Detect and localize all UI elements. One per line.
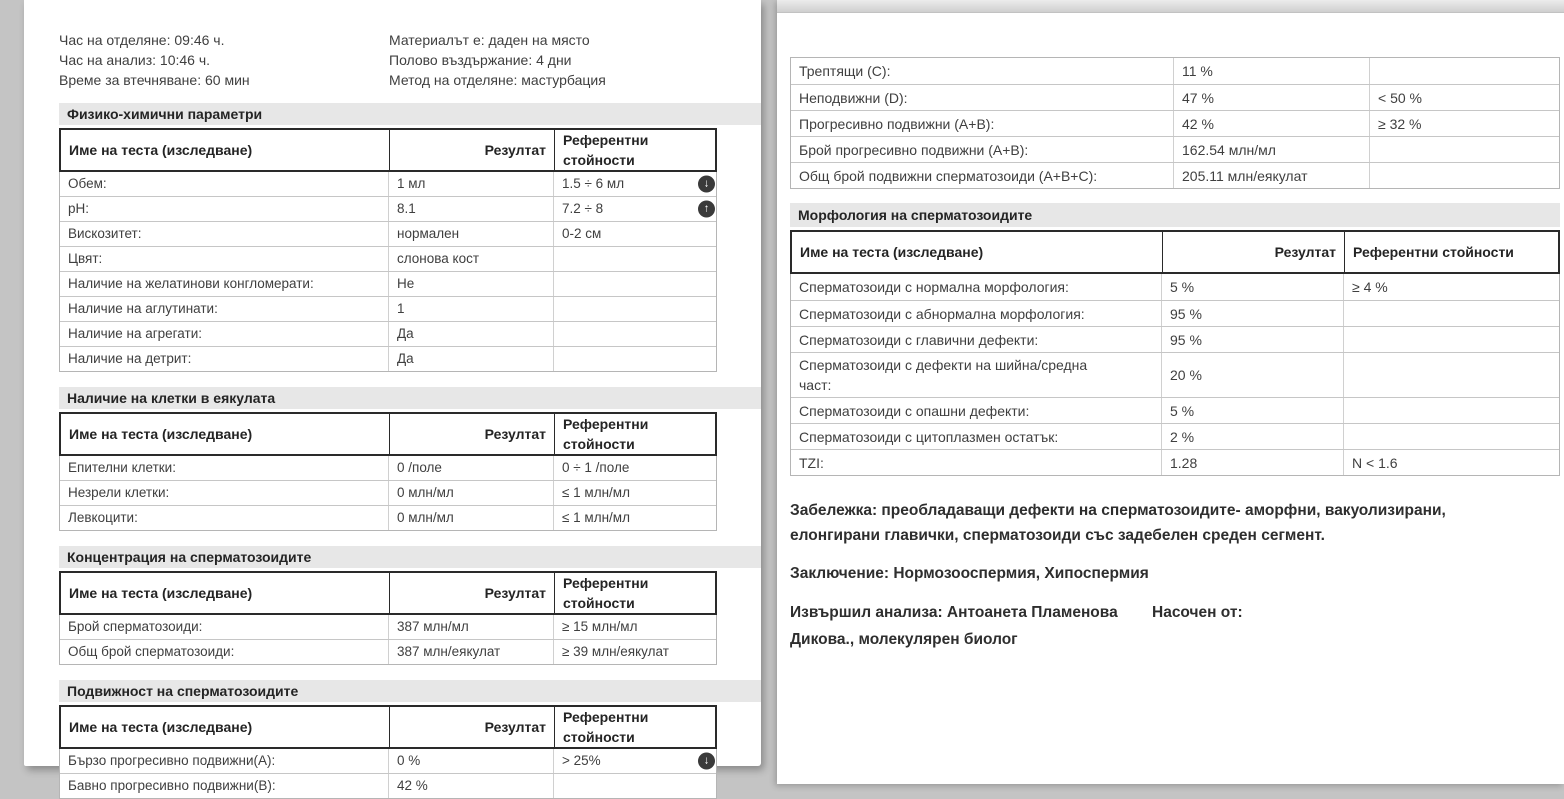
reference-cell bbox=[1343, 398, 1561, 423]
reference-cell: ≤ 1 млн/мл bbox=[553, 506, 718, 530]
page-scan-edge bbox=[777, 0, 1564, 13]
table-row bbox=[791, 423, 1559, 449]
arrow-up-icon: ↑ bbox=[698, 201, 715, 218]
reference-cell: ≥ 39 млн/еякулат bbox=[553, 640, 718, 664]
result-cell: 387 млн/мл bbox=[388, 615, 553, 639]
test-name-cell: Левкоцити: bbox=[68, 510, 138, 525]
result-cell: 11 % bbox=[1173, 58, 1369, 84]
result-cell: 1 bbox=[388, 297, 553, 321]
result-cell: 95 % bbox=[1161, 327, 1343, 352]
test-name-cell: Наличие на желатинови конгломерати: bbox=[68, 276, 314, 291]
test-name-cell: pH: bbox=[68, 201, 90, 216]
reference-cell: 0-2 см bbox=[553, 222, 718, 246]
result-cell: 0 % bbox=[388, 749, 553, 773]
report-page-2 bbox=[777, 0, 1564, 784]
column-header-result: Резултат bbox=[389, 414, 554, 454]
test-name-cell: Брой сперматозоиди: bbox=[68, 619, 203, 634]
reference-cell: 7.2 ÷ 8 ↑ bbox=[553, 197, 718, 221]
performed-by-text: Извършил анализа: Антоанета Пламенова Дикова., молекулярен биолог bbox=[790, 604, 1118, 648]
test-name-cell: Сперматозоиди с цитоплазмен остатък: bbox=[799, 428, 1059, 445]
result-cell: 47 % bbox=[1173, 85, 1369, 110]
table-header-row bbox=[59, 128, 717, 172]
reference-cell bbox=[553, 347, 718, 371]
table-row bbox=[60, 456, 716, 480]
test-name-cell: Наличие на детрит: bbox=[68, 351, 192, 366]
table-body bbox=[59, 172, 717, 372]
reference-cell: N < 1.6 bbox=[1343, 450, 1561, 475]
results-table bbox=[59, 705, 717, 799]
column-header-reference: Референтни стойности bbox=[554, 130, 719, 170]
report-notes bbox=[790, 498, 1535, 653]
test-name-cell: Незрели клетки: bbox=[68, 485, 170, 500]
reference-cell bbox=[553, 297, 718, 321]
table-body bbox=[59, 456, 717, 531]
test-name-cell: Трептящи (С): bbox=[799, 63, 891, 79]
column-header-result: Резултат bbox=[1162, 232, 1344, 272]
table-row bbox=[60, 480, 716, 505]
table-header-row bbox=[790, 230, 1560, 274]
table-row bbox=[791, 449, 1559, 475]
right-page-sections bbox=[790, 203, 1560, 476]
conclusion-text: Заключение: Нормозооспермия, Хипоспермия bbox=[790, 565, 1149, 582]
sample-header-left-column bbox=[59, 33, 717, 87]
table-row bbox=[60, 615, 716, 639]
reference-cell bbox=[1343, 327, 1561, 352]
results-table bbox=[790, 57, 1560, 189]
column-header-result: Резултат bbox=[389, 707, 554, 747]
result-cell: 0 /поле bbox=[388, 456, 553, 480]
result-cell: нормален bbox=[388, 222, 553, 246]
reference-cell bbox=[553, 774, 718, 798]
remark-text: Забележка: преобладаващи дефекти на сперматозоидите- аморфни, вакуолизирани, елонгирани главички, сперматозоиди със задебелен среден сегмент. bbox=[790, 502, 1446, 544]
column-header-test-name: Име на теста (изследване) bbox=[69, 585, 253, 601]
result-cell: Да bbox=[388, 322, 553, 346]
left-page-sections bbox=[59, 103, 761, 799]
table-header-row bbox=[59, 705, 717, 749]
table-row bbox=[791, 397, 1559, 423]
result-cell: 5 % bbox=[1161, 274, 1343, 300]
test-name-cell: Епителни клетки: bbox=[68, 460, 176, 475]
test-name-cell: Сперматозоиди с дефекти на шийна/средна част: bbox=[799, 357, 1088, 393]
reference-cell: 1.5 ÷ 6 мл ↓ bbox=[553, 172, 718, 196]
result-cell: 0 млн/мл bbox=[388, 481, 553, 505]
table-row bbox=[791, 110, 1559, 136]
table-body bbox=[59, 615, 717, 665]
collection-time: Час на отделяне: 09:46 ч. bbox=[59, 32, 225, 48]
table-row bbox=[60, 639, 716, 664]
column-header-reference: Референтни стойности bbox=[554, 573, 719, 613]
table-body bbox=[790, 274, 1560, 476]
reference-cell bbox=[1343, 301, 1561, 326]
report-page-1 bbox=[24, 0, 761, 793]
referred-by-label: Насочен от: bbox=[1152, 604, 1243, 621]
right-page-content bbox=[777, 13, 1564, 653]
result-cell: Не bbox=[388, 272, 553, 296]
table-header-row bbox=[59, 412, 717, 456]
table-header-row bbox=[59, 571, 717, 615]
reference-cell bbox=[1369, 58, 1561, 84]
reference-cell: ≥ 15 млн/мл bbox=[553, 615, 718, 639]
test-name-cell: Наличие на агрегати: bbox=[68, 326, 202, 341]
table-row bbox=[791, 352, 1559, 397]
result-cell: 8.1 bbox=[388, 197, 553, 221]
arrow-down-icon: ↓ bbox=[698, 176, 715, 193]
column-header-test-name: Име на теста (изследване) bbox=[69, 142, 253, 158]
column-header-result: Резултат bbox=[389, 573, 554, 613]
collection-method: Метод на отделяне: мастурбация bbox=[389, 72, 606, 88]
results-table bbox=[59, 128, 717, 372]
sample-header-right-column bbox=[389, 33, 606, 87]
result-cell: 387 млн/еякулат bbox=[388, 640, 553, 664]
result-cell: Да bbox=[388, 347, 553, 371]
column-header-test-name: Име на теста (изследване) bbox=[800, 244, 984, 260]
motility-continuation-table bbox=[790, 57, 1560, 189]
table-row bbox=[60, 271, 716, 296]
table-row bbox=[60, 773, 716, 798]
column-header-test-name: Име на теста (изследване) bbox=[69, 426, 253, 442]
reference-cell bbox=[1369, 163, 1561, 188]
reference-cell bbox=[1369, 137, 1561, 162]
result-cell: слонова кост bbox=[388, 247, 553, 271]
test-name-cell: Цвят: bbox=[68, 251, 103, 266]
table-row bbox=[791, 326, 1559, 352]
test-name-cell: Вискозитет: bbox=[68, 226, 142, 241]
column-header-result: Резултат bbox=[389, 130, 554, 170]
table-row bbox=[60, 321, 716, 346]
reference-cell: ≤ 1 млн/мл bbox=[553, 481, 718, 505]
column-header-test-name: Име на теста (изследване) bbox=[69, 719, 253, 735]
result-cell: 205.11 млн/еякулат bbox=[1173, 163, 1369, 188]
column-header-reference: Референтни стойности bbox=[554, 707, 719, 747]
test-name-cell: TZI: bbox=[799, 454, 824, 471]
section-title-bar: Концентрация на сперматозоидите bbox=[59, 546, 761, 568]
test-name-cell: Бързо прогресивно подвижни(А): bbox=[68, 753, 276, 768]
material-source: Материалът е: даден на място bbox=[389, 32, 590, 48]
abstinence-period: Полово въздържание: 4 дни bbox=[389, 52, 572, 68]
result-cell: 1 мл bbox=[388, 172, 553, 196]
table-row bbox=[791, 274, 1559, 300]
table-body bbox=[790, 57, 1560, 189]
test-name-cell: Сперматозоиди с абнормална морфология: bbox=[799, 305, 1085, 322]
section-title-bar: Физико-химични параметри bbox=[59, 103, 761, 125]
result-cell: 0 млн/мл bbox=[388, 506, 553, 530]
test-name-cell: Наличие на аглутинати: bbox=[68, 301, 218, 316]
reference-cell bbox=[553, 272, 718, 296]
reference-cell bbox=[553, 247, 718, 271]
column-header-reference: Референтни стойности bbox=[1344, 232, 1562, 272]
table-row bbox=[791, 58, 1559, 84]
results-table bbox=[59, 571, 717, 665]
table-row bbox=[60, 296, 716, 321]
results-table bbox=[790, 230, 1560, 476]
sample-header-info bbox=[59, 33, 717, 87]
result-cell: 42 % bbox=[1173, 111, 1369, 136]
table-body bbox=[59, 749, 717, 799]
column-header-reference: Референтни стойности bbox=[554, 414, 719, 454]
liquefaction-time: Време за втечняване: 60 мин bbox=[59, 72, 250, 88]
results-table bbox=[59, 412, 717, 531]
table-row bbox=[791, 84, 1559, 110]
reference-cell bbox=[1343, 353, 1561, 397]
result-cell: 42 % bbox=[388, 774, 553, 798]
reference-cell bbox=[1343, 424, 1561, 449]
result-cell: 2 % bbox=[1161, 424, 1343, 449]
reference-cell: ≥ 4 % bbox=[1343, 274, 1561, 300]
table-row bbox=[60, 196, 716, 221]
analysis-time: Час на анализ: 10:46 ч. bbox=[59, 52, 211, 68]
result-cell: 95 % bbox=[1161, 301, 1343, 326]
result-cell: 1.28 bbox=[1161, 450, 1343, 475]
reference-cell: > 25% ↓ bbox=[553, 749, 718, 773]
section-title-bar: Морфология на сперматозоидите bbox=[790, 203, 1560, 227]
signature-row bbox=[790, 599, 1535, 653]
test-name-cell: Сперматозоиди с опашни дефекти: bbox=[799, 402, 1030, 419]
arrow-down-icon: ↓ bbox=[698, 753, 715, 770]
table-row bbox=[60, 505, 716, 530]
result-cell: 5 % bbox=[1161, 398, 1343, 423]
table-row bbox=[791, 300, 1559, 326]
result-cell: 162.54 млн/мл bbox=[1173, 137, 1369, 162]
test-name-cell: Брой прогресивно подвижни (А+В): bbox=[799, 141, 1029, 158]
test-name-cell: Обем: bbox=[68, 176, 107, 191]
reference-cell: 0 ÷ 1 /поле bbox=[553, 456, 718, 480]
test-name-cell: Бавно прогресивно подвижни(В): bbox=[68, 778, 276, 793]
test-name-cell: Общ брой подвижни сперматозоиди (А+В+С): bbox=[799, 167, 1098, 184]
table-row bbox=[60, 346, 716, 371]
table-row bbox=[791, 162, 1559, 188]
table-row bbox=[60, 221, 716, 246]
reference-cell: ≥ 32 % bbox=[1369, 111, 1561, 136]
test-name-cell: Неподвижни (D): bbox=[799, 89, 908, 106]
section-title-bar: Наличие на клетки в еякулата bbox=[59, 387, 761, 409]
table-row bbox=[60, 172, 716, 196]
test-name-cell: Общ брой сперматозоиди: bbox=[68, 644, 235, 659]
reference-cell: < 50 % bbox=[1369, 85, 1561, 110]
section-title-bar: Подвижност на сперматозоидите bbox=[59, 680, 761, 702]
table-row bbox=[60, 246, 716, 271]
test-name-cell: Прогресивно подвижни (А+В): bbox=[799, 115, 995, 132]
test-name-cell: Сперматозоиди с нормална морфология: bbox=[799, 279, 1069, 295]
table-row bbox=[60, 749, 716, 773]
reference-cell bbox=[553, 322, 718, 346]
test-name-cell: Сперматозоиди с главични дефекти: bbox=[799, 331, 1039, 348]
table-row bbox=[791, 136, 1559, 162]
result-cell: 20 % bbox=[1161, 353, 1343, 397]
